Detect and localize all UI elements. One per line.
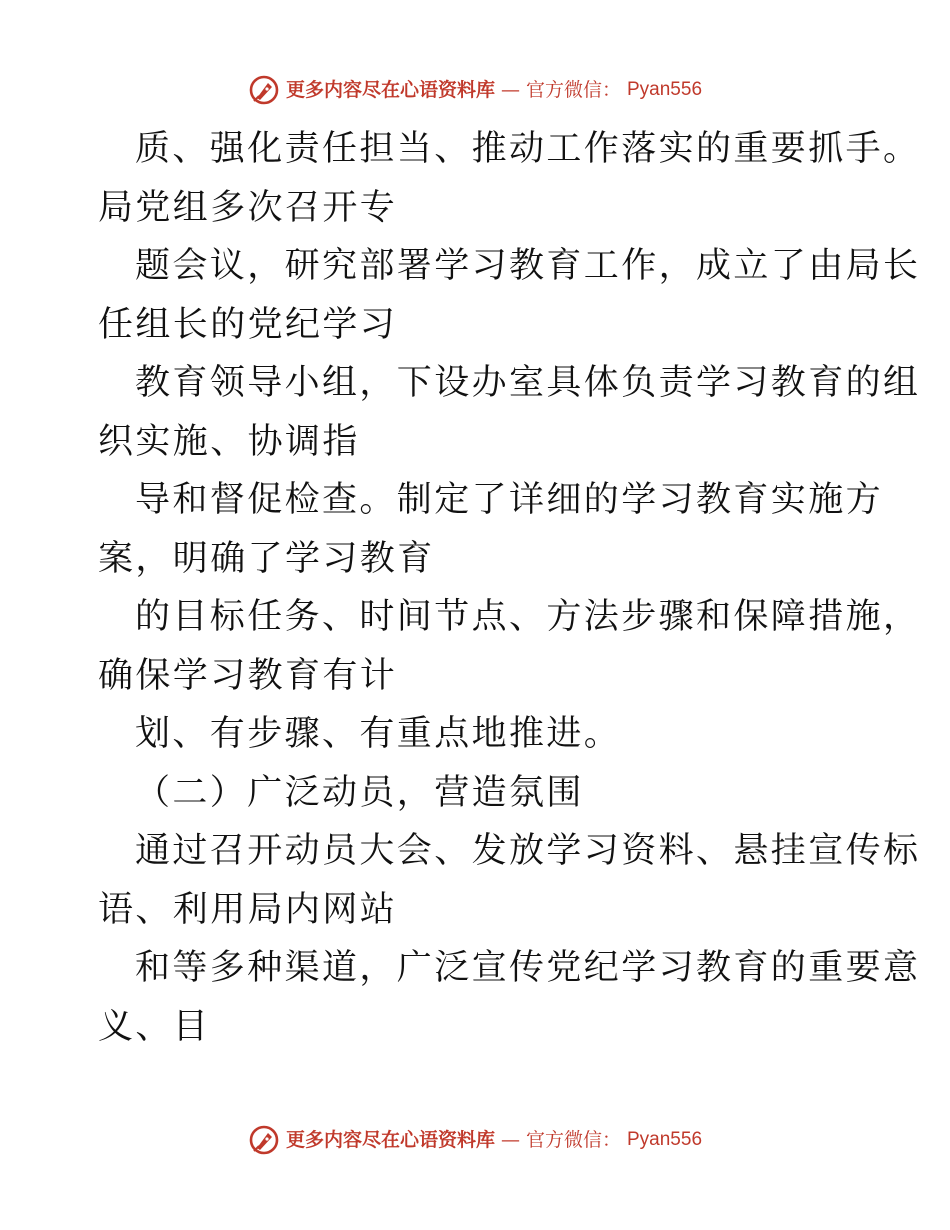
watermark-wechat-account: Pyan556 (627, 79, 703, 100)
section-heading: （二）广泛动员，营造氛围 (135, 772, 584, 813)
pen-nib-logo-icon (248, 1124, 280, 1156)
body-line: 划、有步骤、有重点地推进。 (135, 714, 622, 754)
body-line: 任组长的党纪学习 (98, 304, 398, 345)
footer-watermark (0, 1124, 950, 1156)
body-line: 的目标任务、时间节点、方法步骤和保障措施， (135, 597, 921, 637)
body-line: 导和督促检查。制定了详细的学习教育实施方 (135, 480, 884, 520)
body-line: 质、强化责任担当、推动工作落实的重要抓手。 (135, 129, 921, 169)
document-body (98, 120, 921, 1056)
body-line: 和等多种渠道，广泛宣传党纪学习教育的重要意 (135, 948, 921, 988)
watermark-dash: — (500, 79, 520, 101)
watermark-wechat-account: Pyan556 (627, 1129, 703, 1150)
body-line: 局党组多次召开专 (98, 187, 398, 228)
body-line: 义、目 (98, 1006, 211, 1047)
watermark-brand-text: 更多内容尽在心语资料库 (285, 1129, 495, 1151)
body-line: 通过召开动员大会、发放学习资料、悬挂宣传标 (135, 831, 921, 871)
watermark-wechat-label: 官方微信： (525, 79, 621, 101)
body-line: 案，明确了学习教育 (98, 538, 435, 579)
watermark-wechat-label: 官方微信： (525, 1129, 621, 1151)
pen-nib-logo-icon (248, 74, 280, 106)
body-line: 确保学习教育有计 (98, 655, 398, 696)
body-line: 教育领导小组，下设办室具体负责学习教育的组 (135, 363, 921, 403)
header-watermark (0, 74, 950, 106)
body-line: 语、利用局内网站 (98, 889, 398, 930)
watermark-brand-text: 更多内容尽在心语资料库 (285, 79, 495, 101)
body-line: 题会议，研究部署学习教育工作，成立了由局长 (135, 246, 921, 286)
body-line: 织实施、协调指 (98, 421, 360, 462)
watermark-dash: — (500, 1129, 520, 1151)
